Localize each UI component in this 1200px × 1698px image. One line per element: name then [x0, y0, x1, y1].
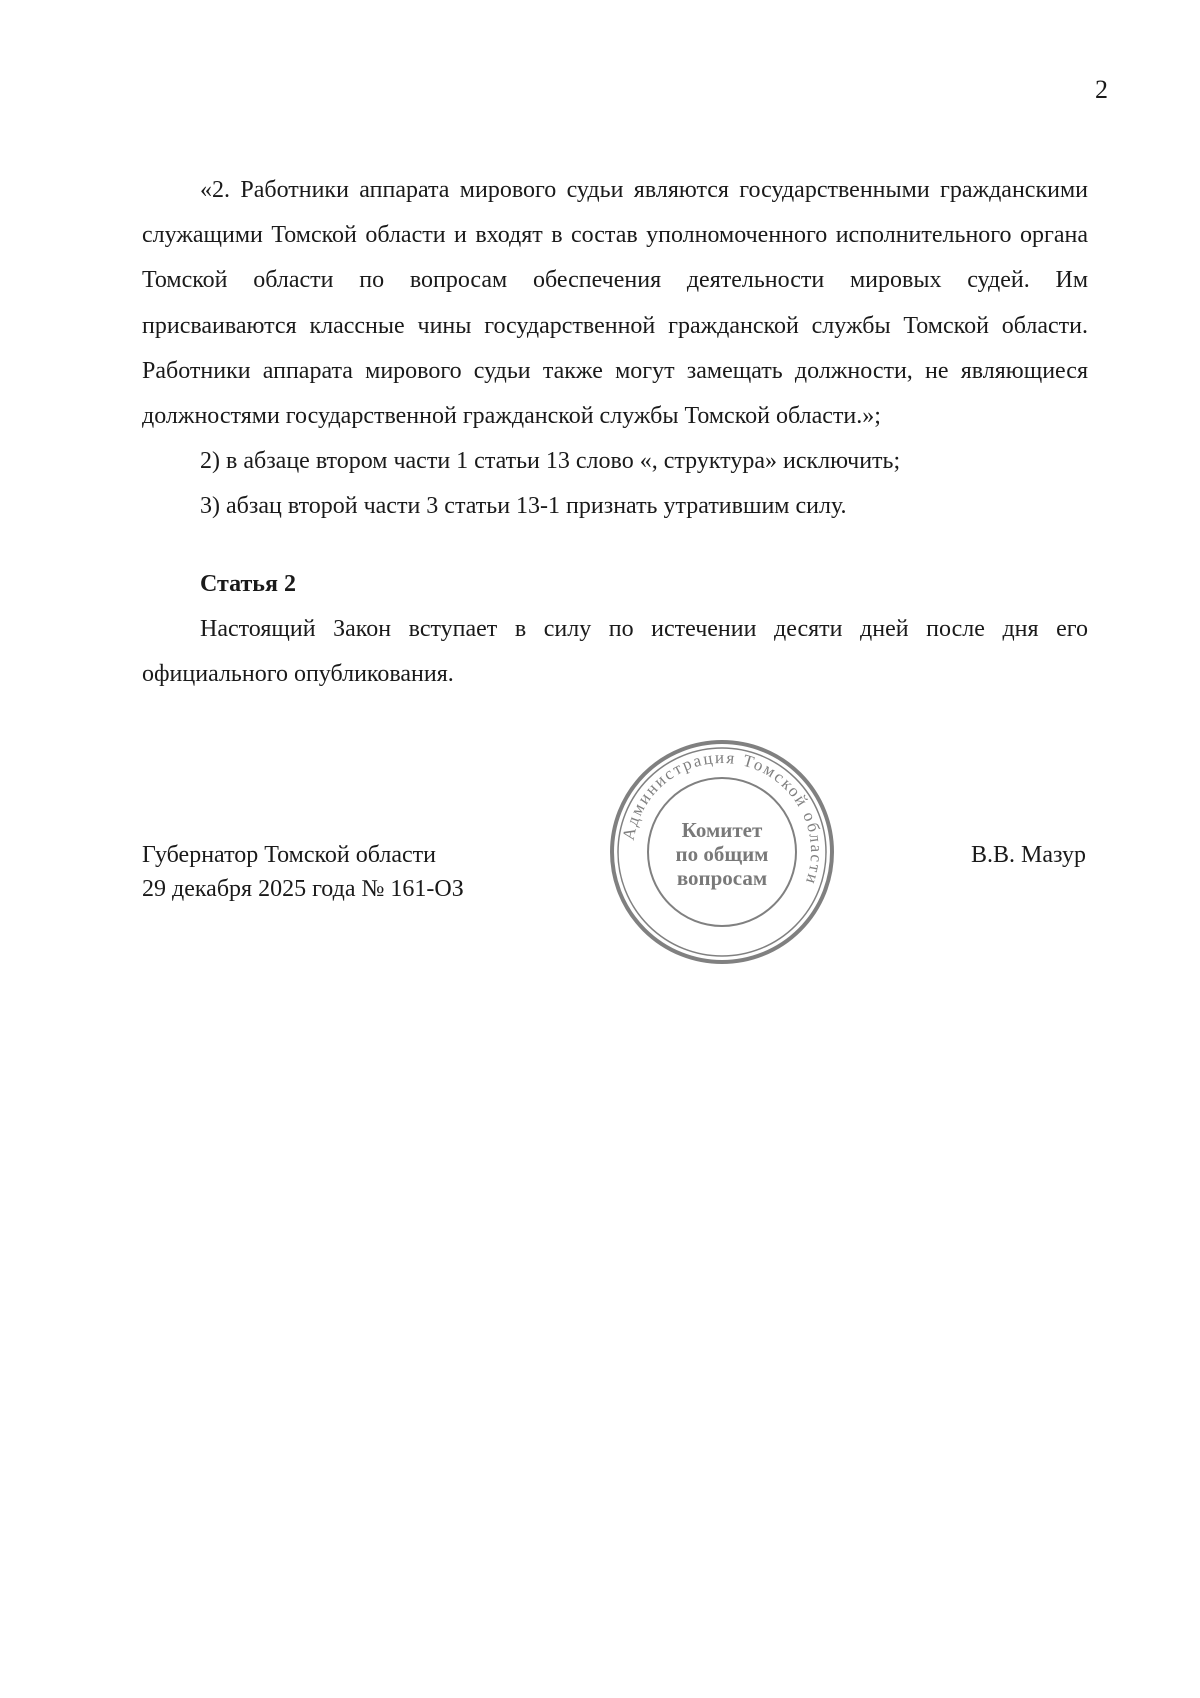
amendment-item-2: 2) в абзаце втором части 1 статьи 13 слово «, структура» исключить; [200, 448, 901, 475]
seal-stamp-icon [607, 737, 837, 967]
seal-center-line-3: вопросам [676, 866, 768, 890]
seal-center-line-2: по общим [675, 842, 769, 866]
signature-block [142, 838, 464, 906]
seal-ring-text: Администрация Томской области [618, 747, 827, 889]
law-date-number: 29 декабря 2025 года № 161-ОЗ [142, 876, 464, 902]
quoted-paragraph: «2. Работники аппарата мирового судьи являются государственными гражданскими служащими Томской области и входят в состав уполномоченного исполнительного органа Томской области по вопросам обеспечения деятельности мировых судей. Им присваиваются классные чины государственной гражданской службы Томской области. Работники аппарата мирового судьи также могут замещать должности, не являющиеся должностями государственной гражданской службы Томской области.»; [142, 177, 1088, 430]
governor-name: В.В. Мазур [971, 842, 1086, 868]
article-2-heading: Статья 2 [200, 570, 296, 597]
official-seal [607, 737, 837, 967]
seal-center-line-1: Комитет [681, 818, 763, 842]
document-body [142, 168, 1088, 697]
amendment-item-3: 3) абзац второй части 3 статьи 13-1 признать утратившим силу. [200, 493, 847, 520]
page-number: 2 [1095, 75, 1108, 104]
article-2-text: Настоящий Закон вступает в силу по истечении десяти дней после дня его официального опубликования. [142, 615, 1088, 687]
governor-position: Губернатор Томской области [142, 842, 436, 868]
